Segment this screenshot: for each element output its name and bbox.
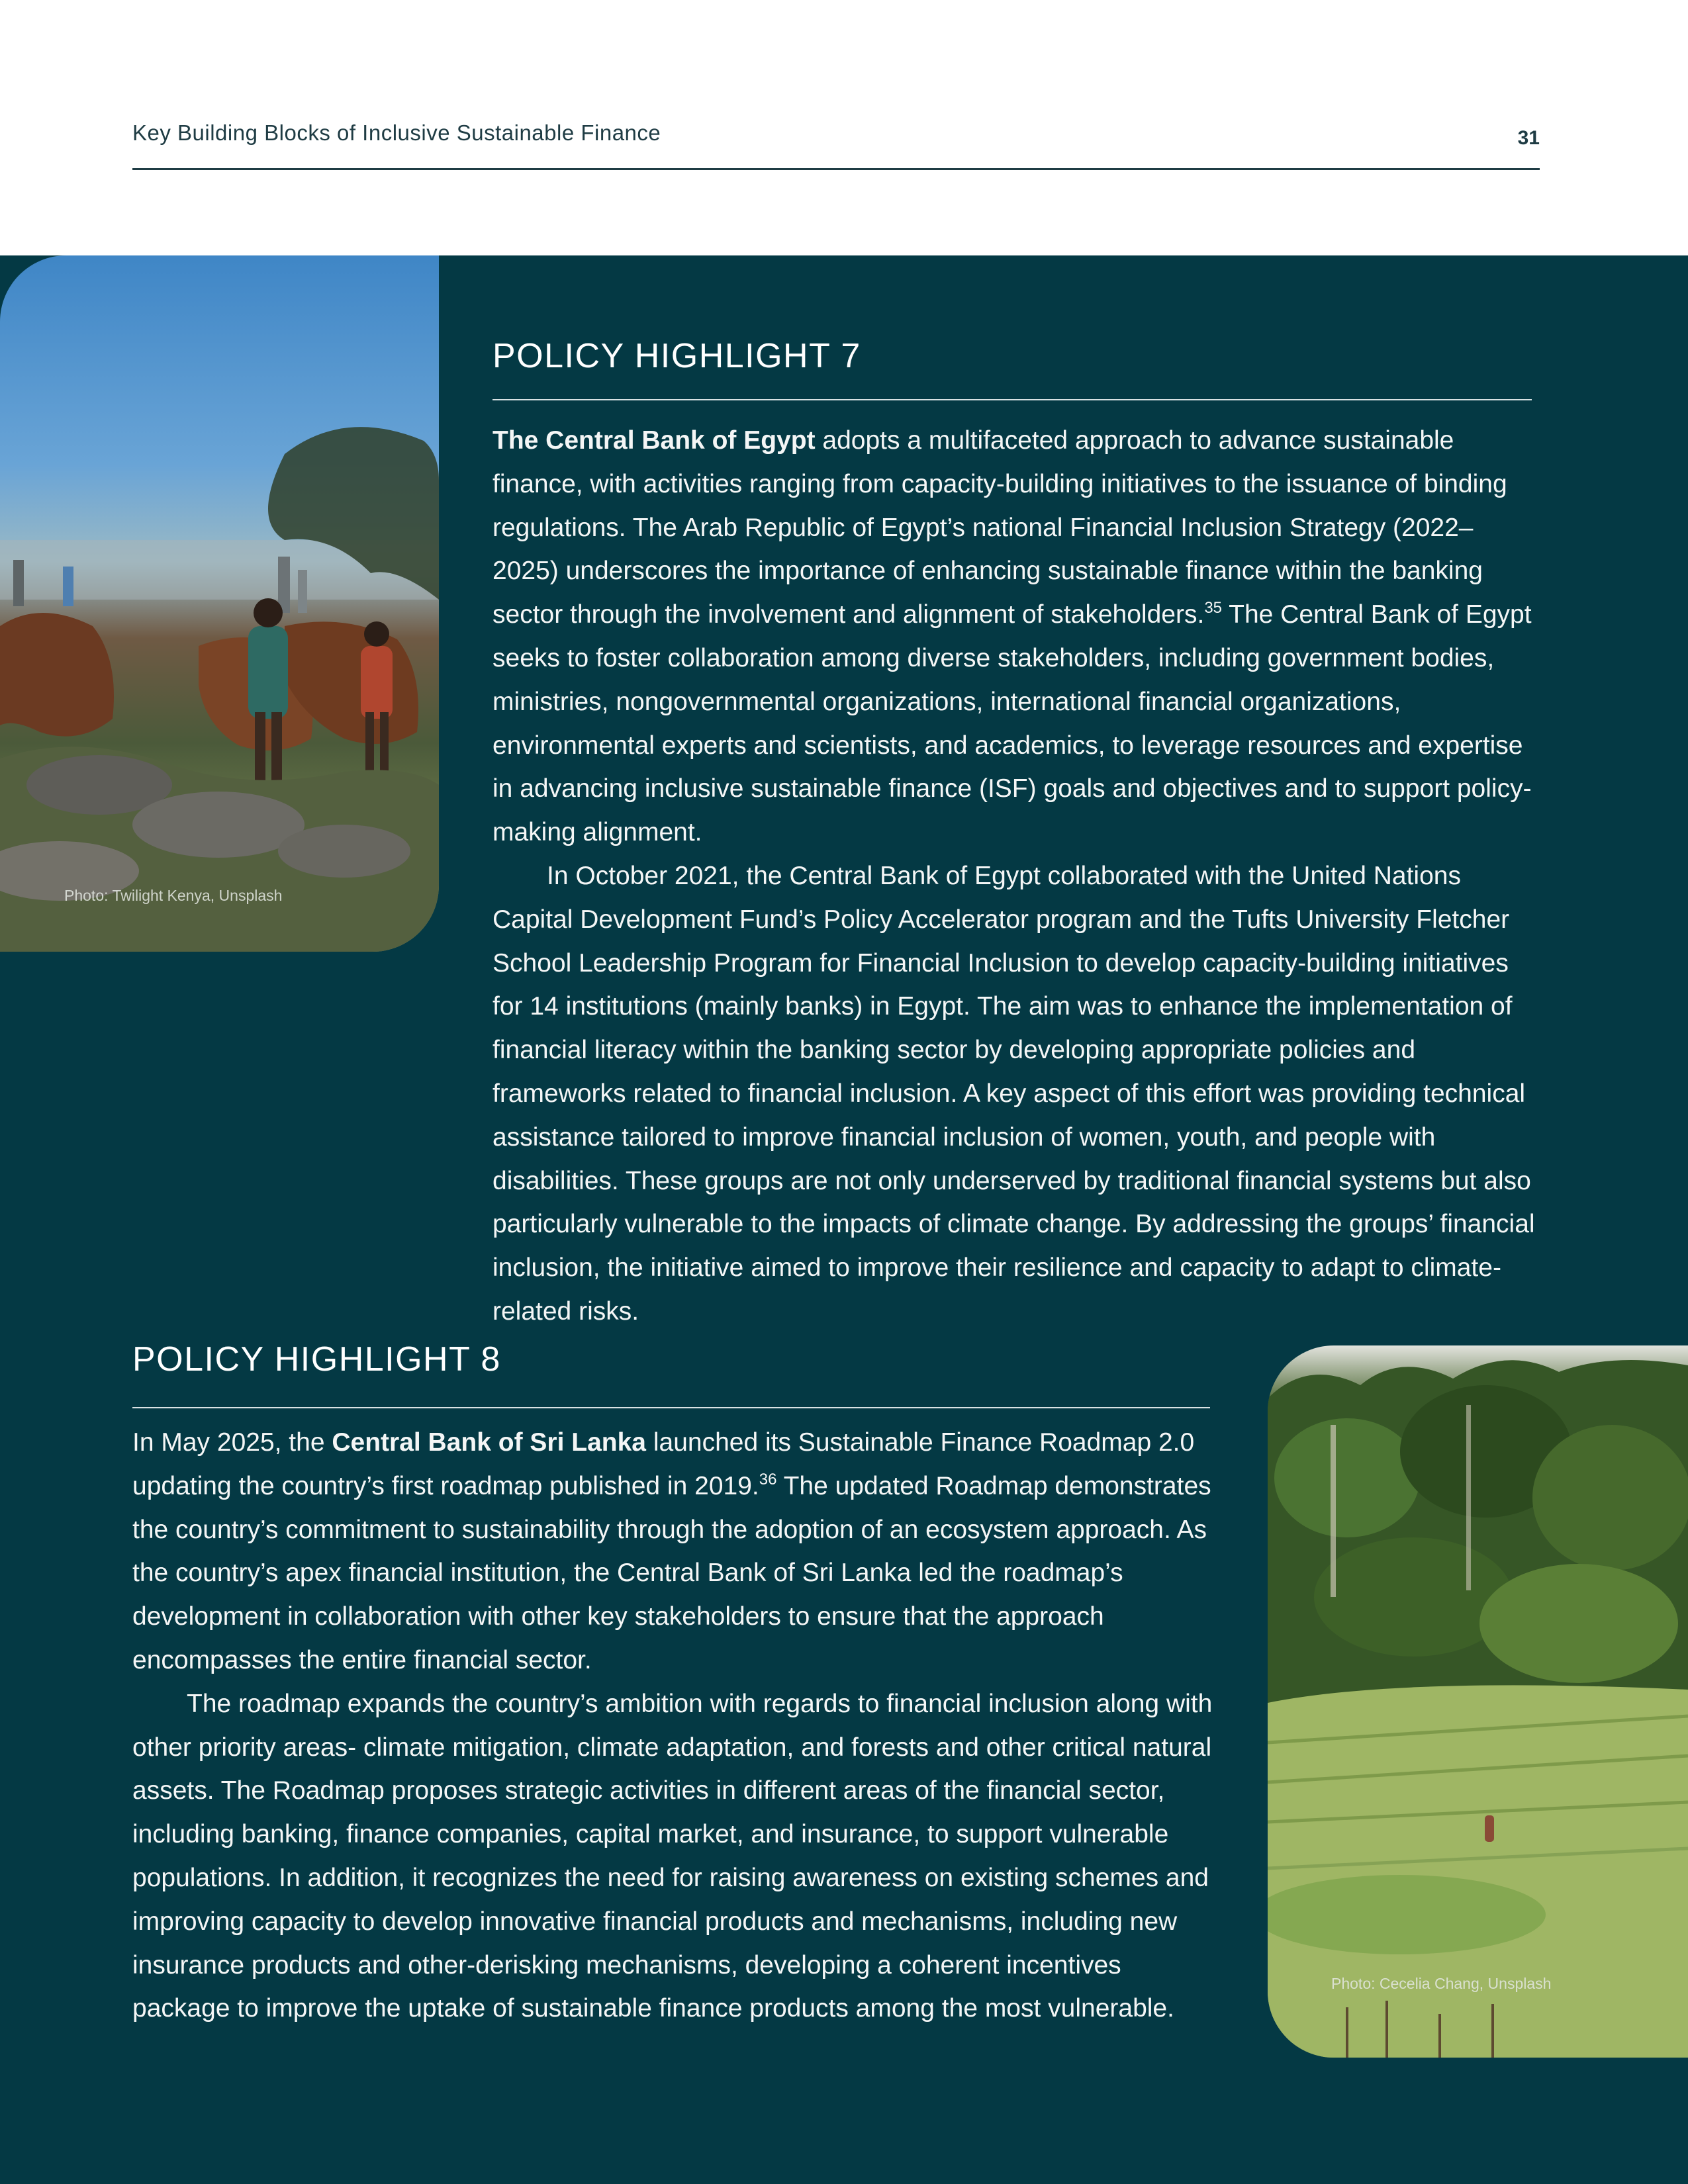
footnote-ref[interactable]: 35 xyxy=(1204,599,1223,617)
paragraph: In October 2021, the Central Bank of Egypt collaborated with the United Nations Capital Development Fund’s Policy Accelerator program and the Tufts University Fletcher School Leadership Program for Financial Inclusion to develop capacity-building initiatives for 14 institutions (mainly banks) in Egypt. The aim was to enhance the implementation of financial literacy within the banking sector by developing appropriate policies and frameworks related to financial inclusion. A key aspect of this effort was providing technical assistance tailored to improve financial inclusion of women, youth, and people with disabilities. These groups are not only underserved by traditional financial systems but also particularly vulnerable to the impacts of climate change. By addressing the groups’ financial inclusion, the initiative aimed to improve their resilience and capacity to adapt to climate-related risks. xyxy=(492,861,1535,1326)
policy-highlight-8-body xyxy=(132,1421,1218,2030)
paragraph-text: In May 2025, the xyxy=(132,1428,332,1457)
heading-divider xyxy=(492,399,1532,400)
paragraph-text: launched its Sustainable Finance Roadmap 2.0 updating the country’s first roadmap published in 2019. xyxy=(132,1428,1195,1500)
photo-forest-field xyxy=(1268,1345,1688,2058)
running-title: Key Building Blocks of Inclusive Sustainable Finance xyxy=(132,120,661,145)
bank-name: Central Bank of Sri Lanka xyxy=(332,1428,646,1457)
paragraph: The roadmap expands the country’s ambition with regards to financial inclusion along with other priority areas- climate mitigation, climate adaptation, and forests and other critical natural assets. The Roadmap proposes strategic activities in different areas of the financial sector, including banking, finance companies, capital market, and insurance, to support vulnerable populations. In addition, it recognizes the need for raising awareness on existing schemes and improving capacity to develop innovative financial products and mechanisms, including new insurance products and other-derisking mechanisms, developing a coherent incentives package to improve the uptake of sustainable finance products among the most vulnerable. xyxy=(132,1689,1213,2023)
running-header xyxy=(132,119,1540,170)
bank-name: The Central Bank of Egypt xyxy=(492,426,816,455)
paragraph xyxy=(132,1421,1218,1682)
page-number: 31 xyxy=(1517,127,1540,149)
footnote-ref[interactable]: 36 xyxy=(759,1470,777,1488)
photo-herders-cattle xyxy=(0,255,439,952)
photo-herders-illustration xyxy=(0,255,439,952)
photo-credit: Photo: Cecelia Chang, Unsplash xyxy=(1331,1975,1552,1992)
paragraph-text: adopts a multifaceted approach to advance sustainable finance, with activities ranging from capacity-building initiatives to the issuance of binding regulations. The Arab Republic of Egypt’s national Financial Inclusion Strategy (2022–2025) underscores the importance of enhancing sustainable finance within the banking sector through the involvement and alignment of stakeholders. xyxy=(492,426,1507,629)
paragraph-text: The updated Roadmap demonstrates the country’s commitment to sustainability through the adoption of an ecosystem approach. As the country’s apex financial institution, the Central Bank of Sri Lanka led the roadmap’s development in collaboration with other key stakeholders to ensure that the approach encompasses the entire financial sector. xyxy=(132,1471,1211,1674)
heading-divider xyxy=(132,1407,1210,1408)
photo-field-illustration xyxy=(1268,1345,1688,2058)
paragraph-text: The Central Bank of Egypt seeks to foster collaboration among diverse stakeholders, including government bodies, ministries, nongovernmental organizations, international financial organizations, environmental experts and scientists, and academics, to leverage resources and expertise in advancing inclusive sustainable finance (ISF) goals and objectives and to support policy-making alignment. xyxy=(492,600,1532,847)
policy-highlight-8-title: POLICY HIGHLIGHT 8 xyxy=(132,1340,501,1379)
paragraph xyxy=(492,419,1538,854)
photo-credit: Photo: Twilight Kenya, Unsplash xyxy=(64,887,283,904)
policy-highlight-7-body xyxy=(492,419,1538,1334)
policy-highlight-7-title: POLICY HIGHLIGHT 7 xyxy=(492,337,861,375)
